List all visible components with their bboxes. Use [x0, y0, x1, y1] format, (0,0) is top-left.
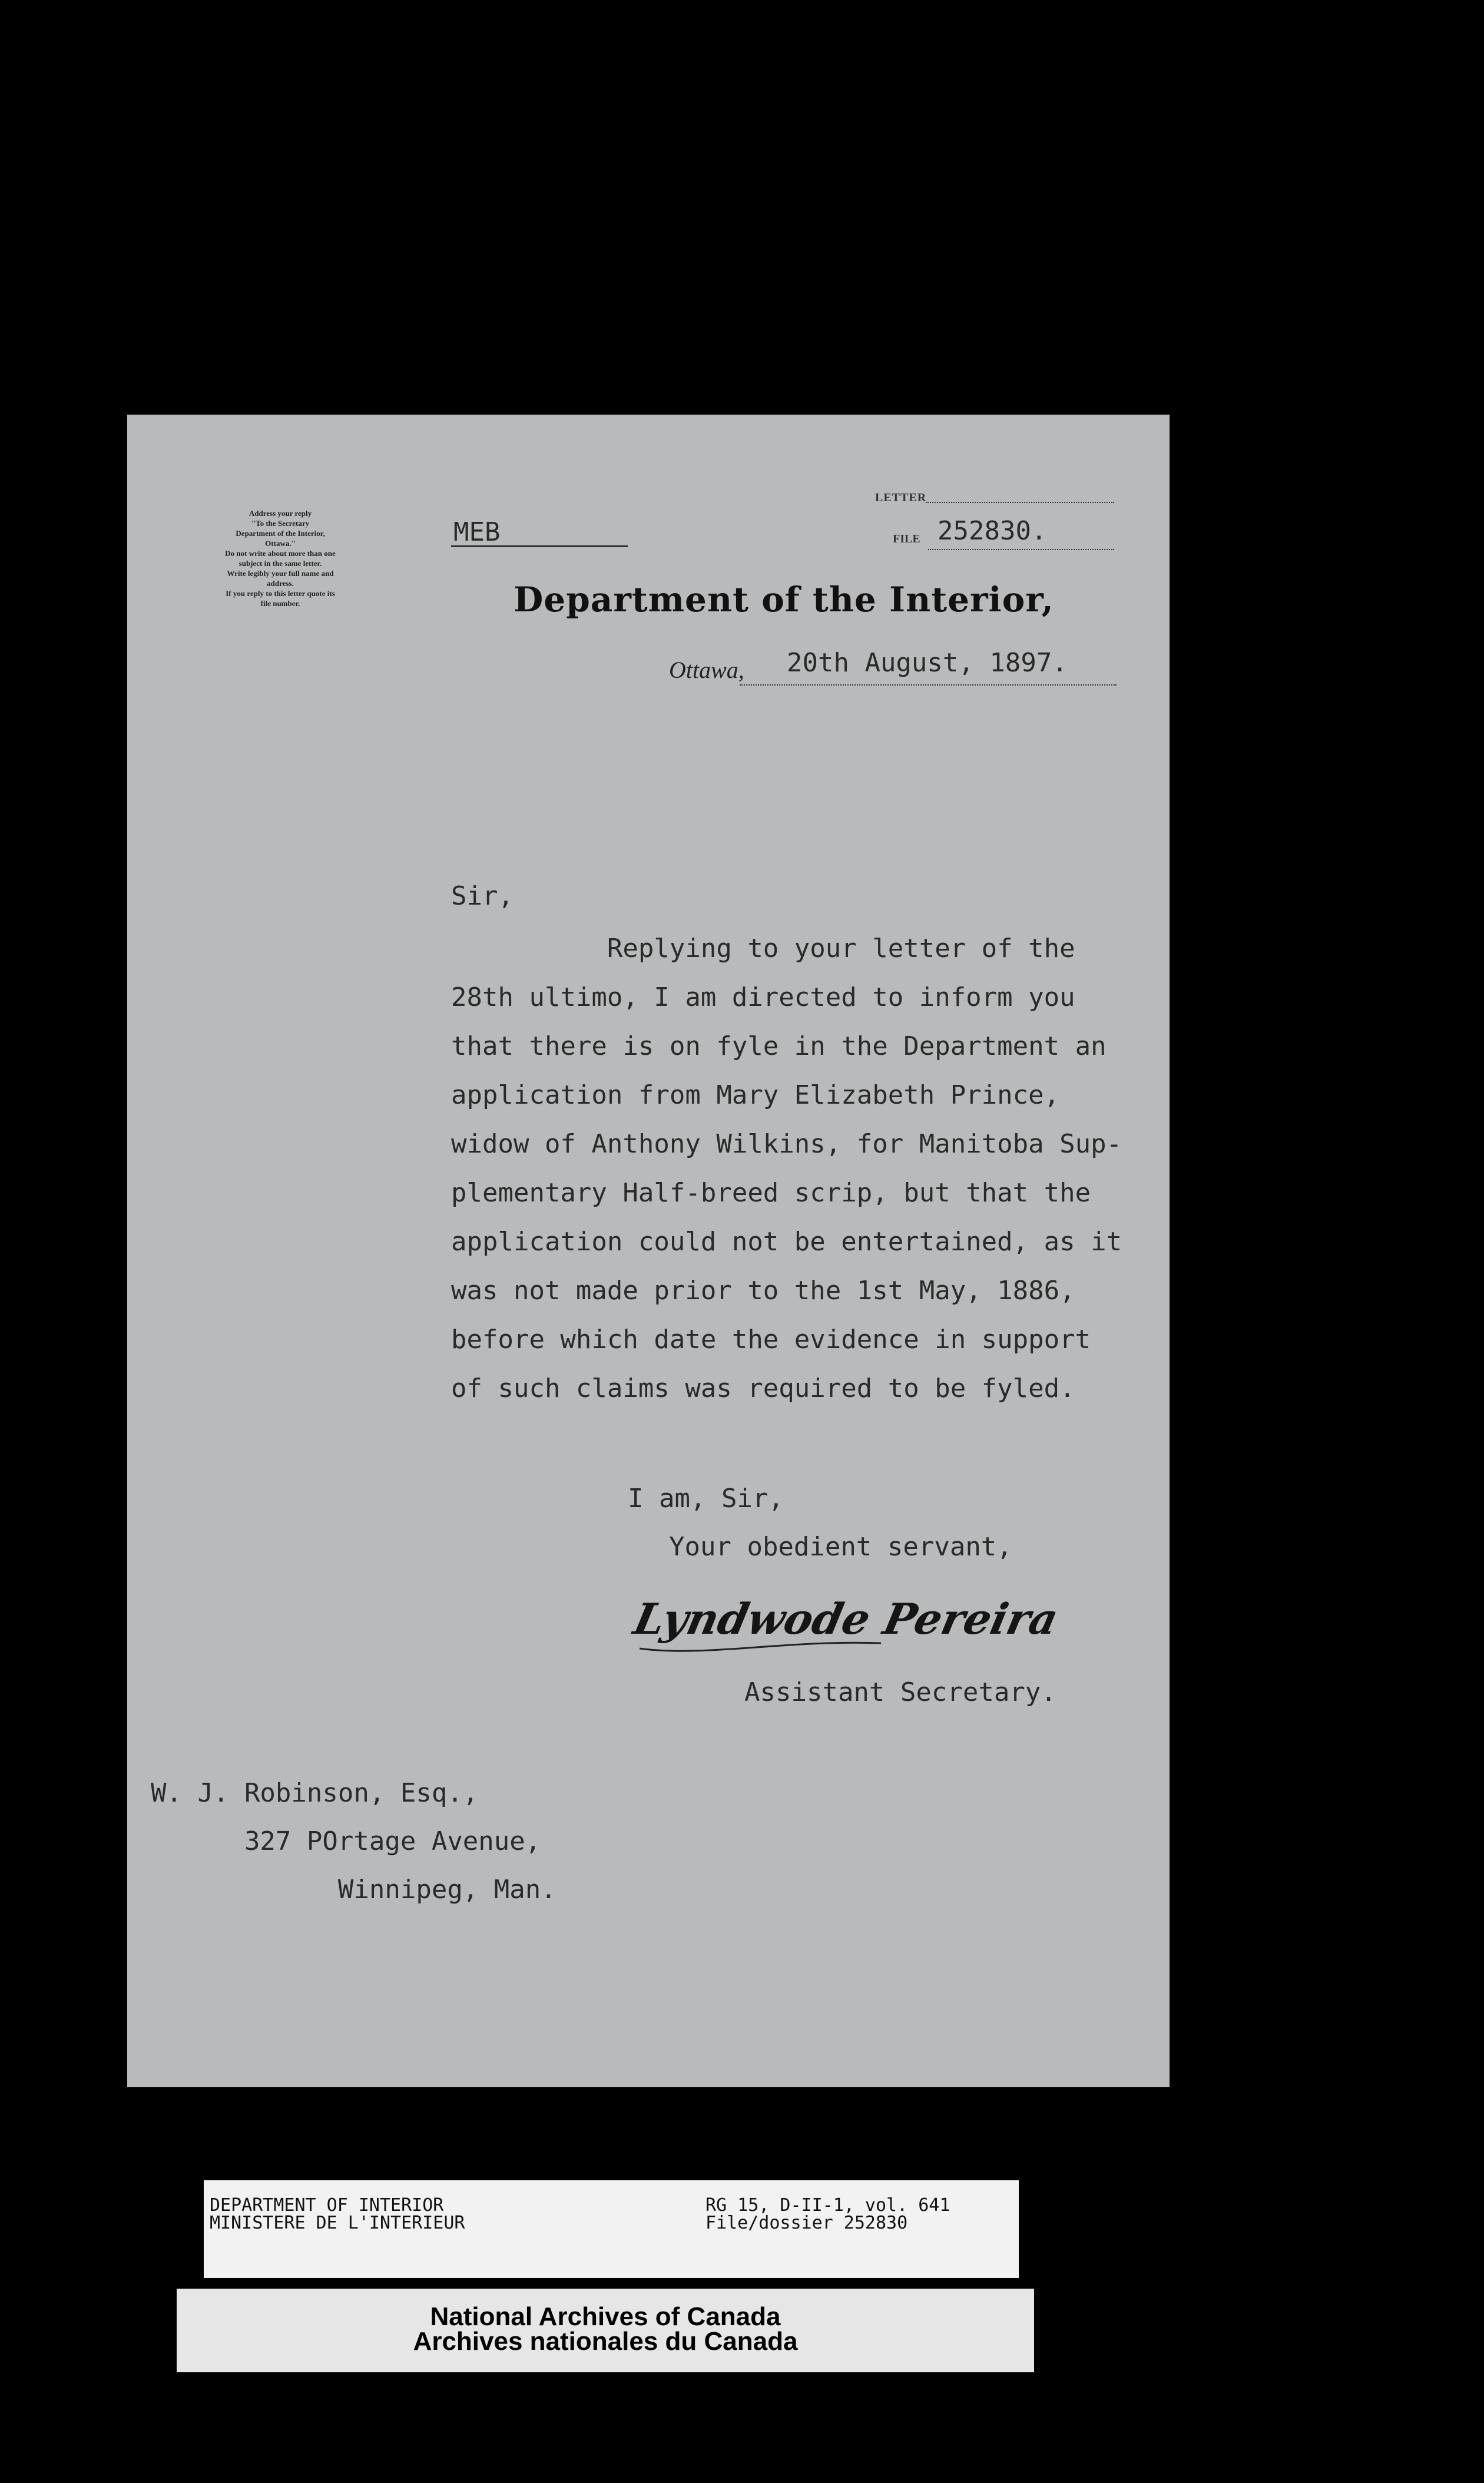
instruction-line: Do not write about more than one	[225, 549, 336, 558]
body-line: application from Mary Elizabeth Prince,	[451, 1080, 1060, 1110]
letter-page	[127, 415, 1170, 2087]
file-number: 252830.	[938, 516, 1047, 546]
body-line: was not made prior to the 1st May, 1886,	[451, 1276, 1075, 1306]
body-line: application could not be entertained, as it	[451, 1227, 1122, 1257]
body-line: before which date the evidence in support	[451, 1325, 1091, 1355]
instruction-line: "To the Secretary	[251, 519, 310, 528]
body-line: widow of Anthony Wilkins, for Manitoba Sup-	[451, 1129, 1122, 1159]
letter-body	[451, 872, 1146, 1413]
recipient-address	[151, 1769, 556, 1914]
body-line: Replying to your letter of the	[451, 933, 1075, 964]
address-line: Winnipeg, Man.	[151, 1875, 556, 1905]
body-line: 28th ultimo, I am directed to inform you	[451, 982, 1075, 1012]
closing-line: Your obedient servant,	[669, 1532, 1012, 1562]
file-number-label: FILE	[893, 532, 920, 545]
salutation: Sir,	[451, 881, 514, 911]
instruction-line: subject in the same letter.	[238, 559, 322, 568]
instruction-line: file number.	[260, 599, 300, 608]
label-dept-fr: MINISTERE DE L'INTERIEUR	[210, 2213, 465, 2233]
instruction-line: Department of the Interior,	[236, 529, 325, 538]
signer-title: Assistant Secretary.	[744, 1677, 1056, 1707]
archives-banner	[177, 2289, 1034, 2372]
label-rg-volume: RG 15, D-II-1, vol. 641	[705, 2195, 950, 2216]
file-number-rule	[928, 549, 1114, 550]
letter-number-label: LETTER	[875, 491, 927, 504]
address-line: W. J. Robinson, Esq.,	[151, 1778, 479, 1808]
instruction-line: Ottawa."	[265, 539, 296, 548]
label-dept-en: DEPARTMENT OF INTERIOR	[210, 2195, 444, 2216]
closing-line: I am, Sir,	[628, 1484, 784, 1514]
typist-initials: MEB	[453, 517, 501, 547]
department-heading: Department of the Interior,	[514, 580, 1054, 620]
signature-text: Lyndwode Pereira	[629, 1594, 1063, 1644]
initials-rule	[451, 545, 628, 547]
instruction-line: address.	[267, 579, 294, 588]
body-line: plementary Half-breed scrip, but that the	[451, 1178, 1091, 1208]
closing	[628, 1475, 1012, 1571]
instruction-line: If you reply to this letter quote its	[226, 589, 335, 598]
handwritten-signature	[629, 1569, 1063, 1681]
date-rule	[740, 684, 1117, 686]
body-line: that there is on fyle in the Department an	[451, 1031, 1107, 1061]
letter-number-rule	[926, 502, 1114, 503]
reply-instructions	[192, 509, 369, 609]
address-line: 327 POrtage Avenue,	[151, 1826, 541, 1856]
banner-english: National Archives of Canada	[430, 2302, 781, 2331]
banner-french: Archives nationales du Canada	[413, 2327, 798, 2356]
instruction-line: Address your reply	[249, 509, 312, 518]
label-file-dossier: File/dossier 252830	[705, 2213, 908, 2233]
body-line: of such claims was required to be fyled.	[451, 1373, 1075, 1403]
place-label: Ottawa,	[669, 657, 744, 683]
archive-reference-label	[204, 2180, 1019, 2278]
instruction-line: Write legibly your full name and	[227, 569, 334, 578]
letter-date: 20th August, 1897.	[787, 648, 1068, 678]
